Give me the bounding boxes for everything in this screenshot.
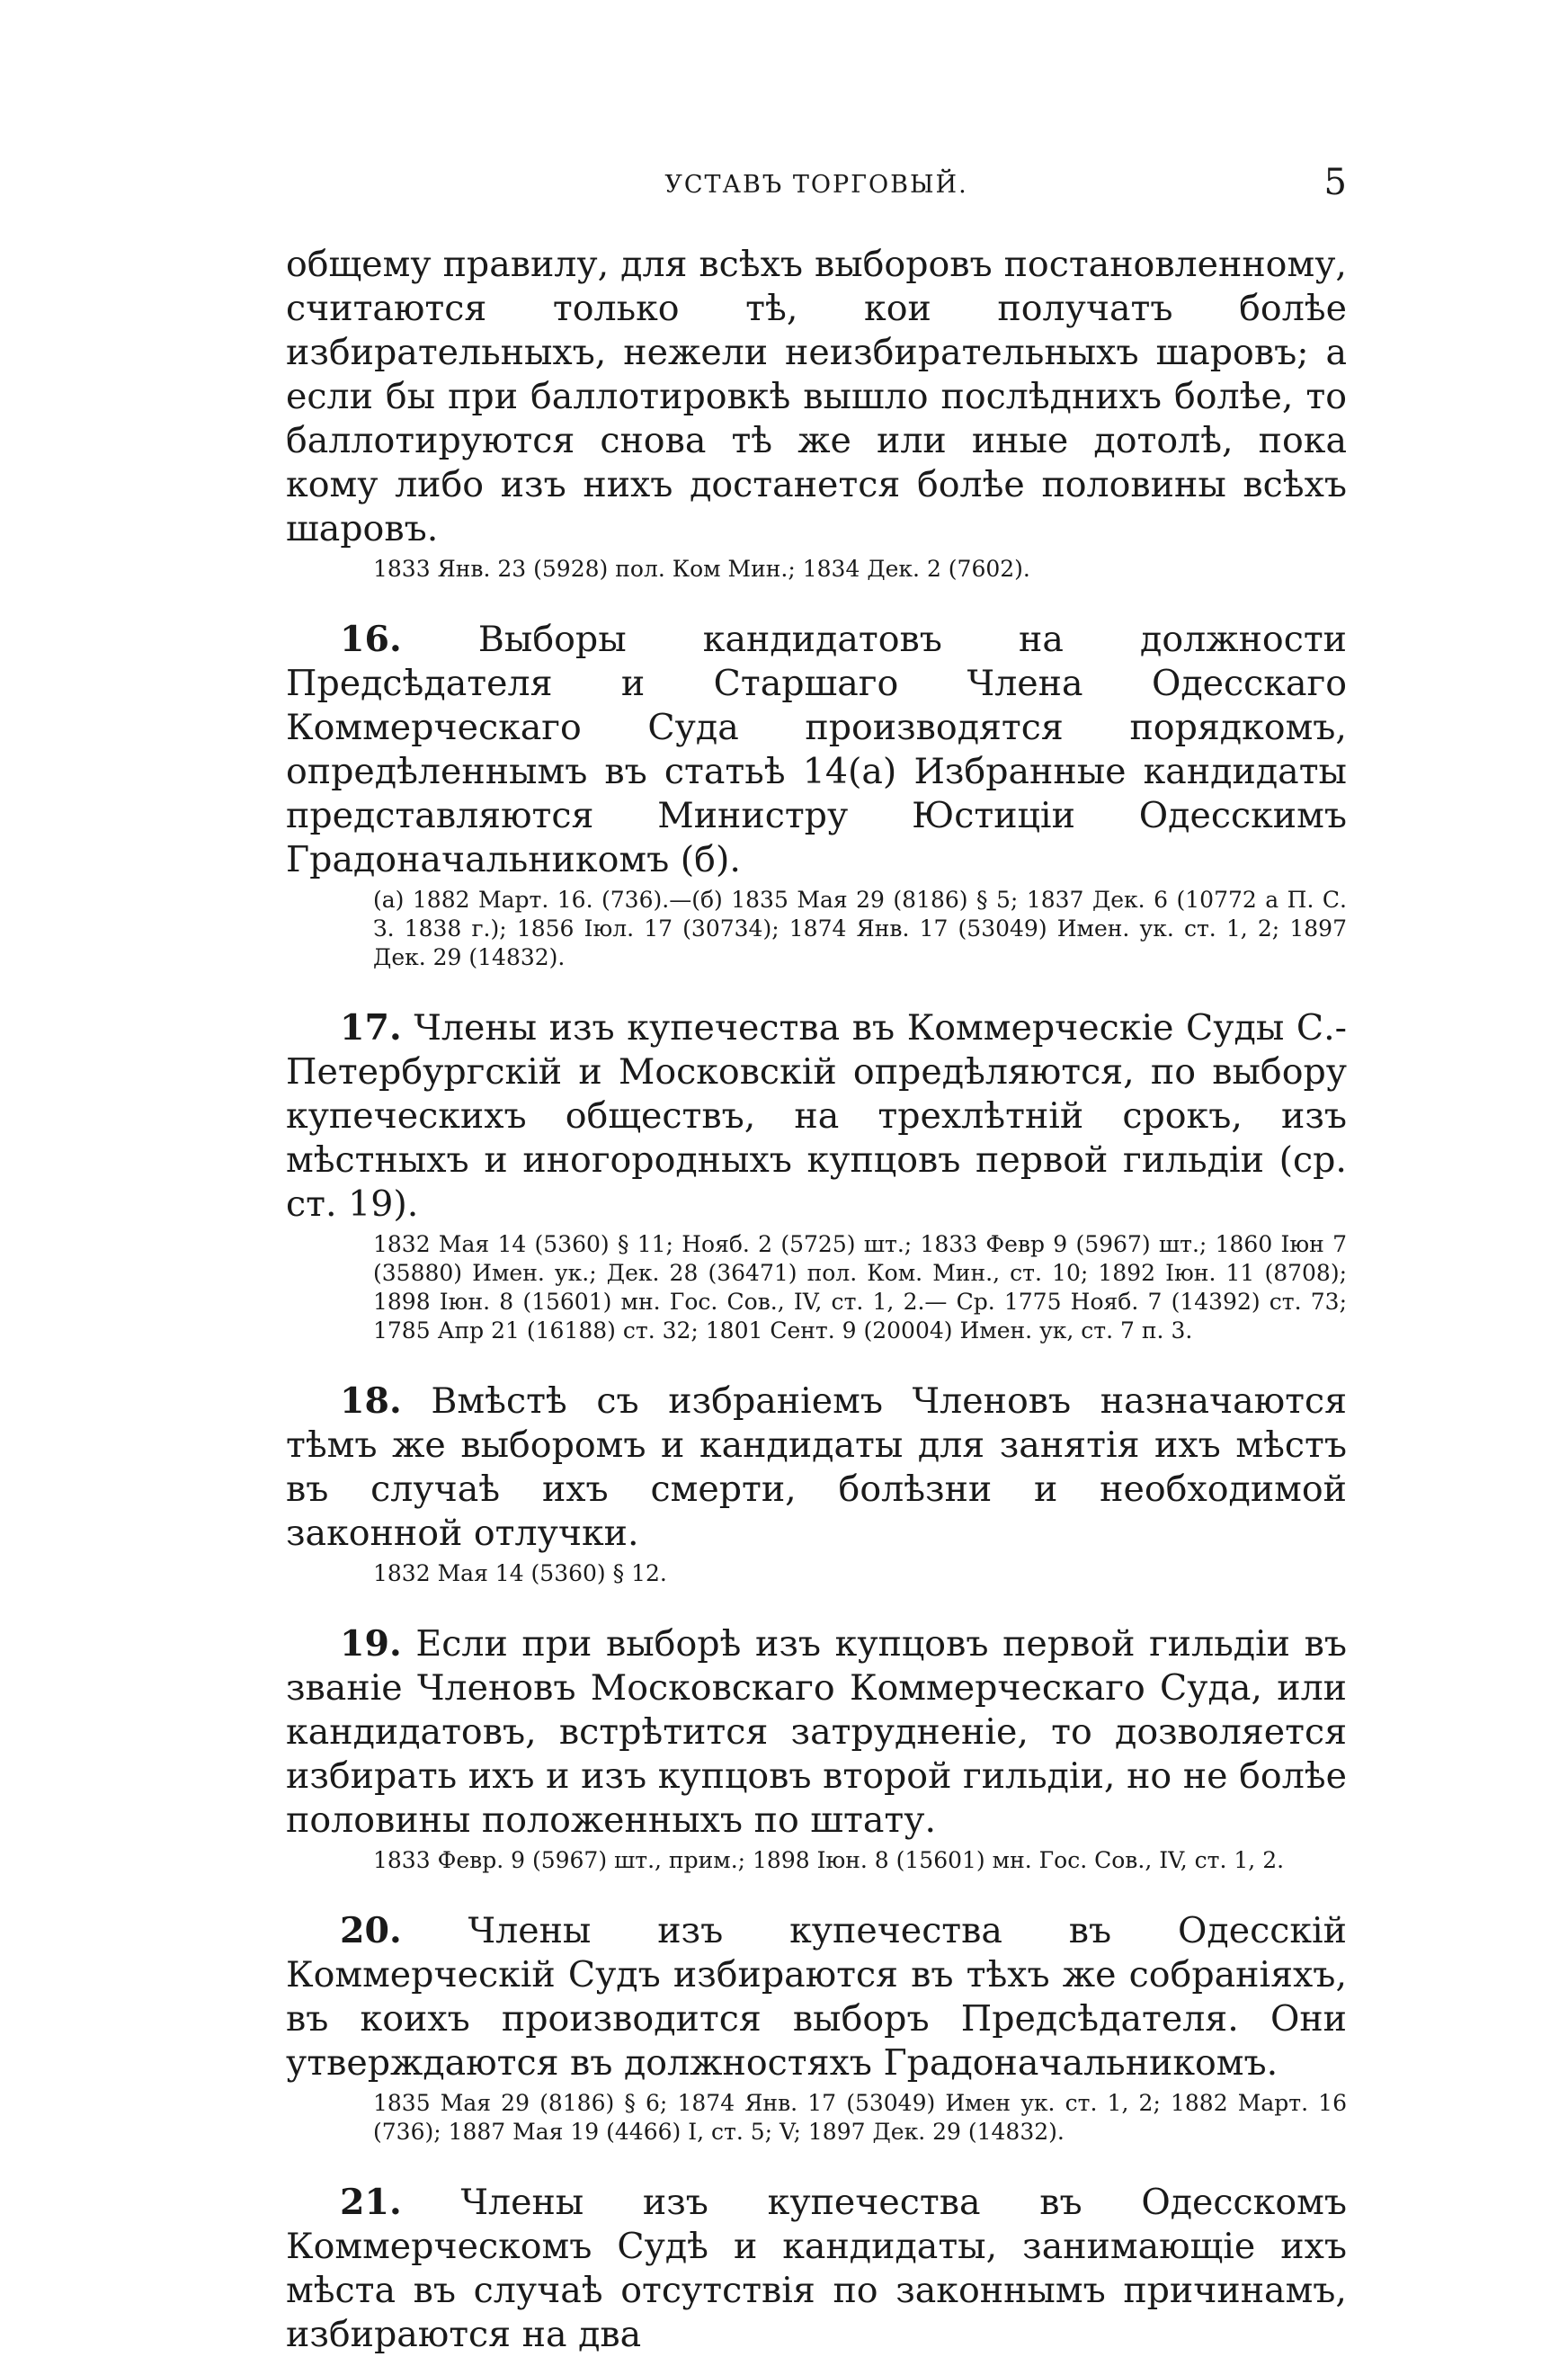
article-number: 17. <box>340 1007 402 1049</box>
citation: 1833 Янв. 23 (5928) пол. Ком Мин.; 1834 Дек. 2 (7602). <box>373 556 1030 582</box>
page-number: 5 <box>1323 162 1347 203</box>
article-18 <box>286 1379 1347 1556</box>
article-text: Если при выборѣ изъ купцовъ первой гильдіи въ званіе Членовъ Московскаго Коммерческаго Суда, или кандидатовъ, встрѣтится затрудненіе, то дозволяется избирать ихъ и изъ купцовъ второй гильдіи, но не болѣе половины положенныхъ по штату. <box>286 1623 1347 1841</box>
running-title: УСТАВЪ ТОРГОВЫЙ. <box>664 171 968 199</box>
article-20 <box>286 1909 1347 2085</box>
continued-paragraph <box>286 243 1347 551</box>
article-text: Члены изъ купечества въ Одесскій Коммерческій Судъ избираются въ тѣхъ же собраніяхъ, въ коихъ производится выборъ Предсѣдателя. Они утверждаются въ должностяхъ Градоначальникомъ. <box>286 1910 1347 2084</box>
article-text: Вмѣстѣ съ избраніемъ Членовъ назначаются тѣмъ же выборомъ и кандидаты для занятія ихъ мѣстъ въ случаѣ ихъ смерти, болѣзни и необходимой законной отлучки. <box>286 1380 1347 1554</box>
article-21 <box>286 2181 1347 2357</box>
article-text: Члены изъ купечества въ Одесскомъ Коммерческомъ Судѣ и кандидаты, занимающіе ихъ мѣста въ случаѣ отсутствія по законнымъ причинамъ, избираются на два <box>286 2182 1347 2355</box>
citation: 1832 Мая 14 (5360) § 12. <box>373 1560 667 1586</box>
paragraph-text: общему правилу, для всѣхъ выборовъ постановленному, считаются только тѣ, кои получатъ болѣе избирательныхъ, нежели неизбирательныхъ шаровъ; а если бы при баллотировкѣ вышло послѣднихъ болѣе, то баллотируются снова тѣ же или иные дотолѣ, пока кому либо изъ нихъ достанется болѣе половины всѣхъ шаровъ. <box>286 244 1347 549</box>
article-number: 21. <box>340 2182 402 2223</box>
citation: 1833 Февр. 9 (5967) шт., прим.; 1898 Іюн. 8 (15601) мн. Гос. Сов., IV, ст. 1, 2. <box>373 1847 1285 1873</box>
article-number: 19. <box>340 1623 402 1665</box>
article-text: Члены изъ купечества въ Коммерческіе Суды С.-Петербургскій и Московскій опредѣляются, по выбору купеческихъ обществъ, на трехлѣтній срокъ, изъ мѣстныхъ и иногородныхъ купцовъ первой гильдіи (ср. ст. 19). <box>286 1007 1347 1225</box>
article-number: 18. <box>340 1380 402 1422</box>
body-text <box>286 243 1347 2357</box>
article-number: 16. <box>340 619 402 660</box>
article-17 <box>286 1006 1347 1227</box>
article-number: 20. <box>340 1910 402 1951</box>
article-19 <box>286 1622 1347 1843</box>
citation: 1832 Мая 14 (5360) § 11; Нояб. 2 (5725) шт.; 1833 Февр 9 (5967) шт.; 1860 Іюн 7 (35880) Имен. ук.; Дек. 28 (36471) пол. Ком. Мин., ст. 10; 1892 Іюн. 11 (8708); 1898 Іюн. 8 (15601) мн. Гос. Сов., IV, ст. 1, 2.— Ср. 1775 Нояб. 7 (14392) ст. 73; 1785 Апр 21 (16188) ст. 32; 1801 Сент. 9 (20004) Имен. ук, ст. 7 п. 3. <box>373 1231 1347 1344</box>
article-text: Выборы кандидатовъ на должности Предсѣдателя и Старшаго Члена Одесскаго Коммерческаго Суда производятся порядкомъ, опредѣленнымъ въ статьѣ 14(а) Избранные кандидаты представляются Министру Юстиціи Одесскимъ Градоначальникомъ (б). <box>286 619 1347 880</box>
citation: 1835 Мая 29 (8186) § 6; 1874 Янв. 17 (53049) Имен ук. ст. 1, 2; 1882 Март. 16 (736); 1887 Мая 19 (4466) I, ст. 5; V; 1897 Дек. 29 (14832). <box>373 2090 1347 2145</box>
article-16 <box>286 618 1347 882</box>
running-head <box>286 162 1347 216</box>
citation: (а) 1882 Март. 16. (736).—(б) 1835 Мая 29 (8186) § 5; 1837 Дек. 6 (10772 а П. С. З. 1838 г.); 1856 Іюл. 17 (30734); 1874 Янв. 17 (53049) Имен. ук. ст. 1, 2; 1897 Дек. 29 (14832). <box>373 887 1347 970</box>
